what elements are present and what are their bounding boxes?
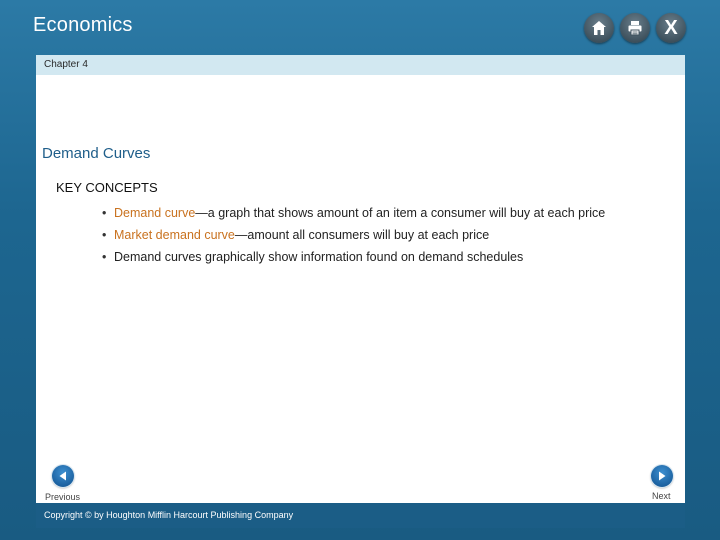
slide-title: Demand Curves [42, 145, 151, 162]
home-button[interactable] [584, 13, 614, 43]
term-definition: —a graph that shows amount of an item a consumer will buy at each price [195, 206, 606, 220]
bullet-text: Demand curves graphically show information found on demand schedules [114, 250, 524, 264]
home-icon [590, 19, 608, 37]
previous-label[interactable]: Previous [45, 492, 81, 502]
list-item [102, 202, 682, 224]
print-icon [626, 19, 644, 37]
section-heading: KEY CONCEPTS [56, 180, 158, 195]
bullet-marker: • [102, 228, 107, 242]
next-label[interactable]: Next [652, 491, 671, 501]
next-button[interactable] [651, 465, 673, 487]
close-button[interactable] [656, 13, 686, 43]
list-item [102, 246, 682, 268]
previous-button[interactable] [52, 465, 74, 487]
footer-bar [36, 503, 685, 528]
bullet-marker: • [102, 206, 107, 220]
arrow-left-icon [57, 470, 69, 482]
list-item [102, 224, 682, 246]
bullet-marker: • [102, 250, 107, 264]
term-highlight: Demand curve [114, 206, 196, 220]
print-button[interactable] [620, 13, 650, 43]
copyright-notice: Copyright © by Houghton Mifflin Harcourt Publishing Company [44, 510, 294, 520]
term-highlight: Market demand curve [114, 228, 235, 242]
chapter-bar [36, 55, 685, 75]
arrow-right-icon [656, 470, 668, 482]
concept-list [102, 202, 682, 268]
app-title: Economics [33, 14, 133, 36]
term-definition: —amount all consumers will buy at each price [234, 228, 490, 242]
slide-content [36, 75, 685, 503]
chapter-label: Chapter 4 [44, 59, 88, 70]
close-icon: X [664, 17, 678, 39]
